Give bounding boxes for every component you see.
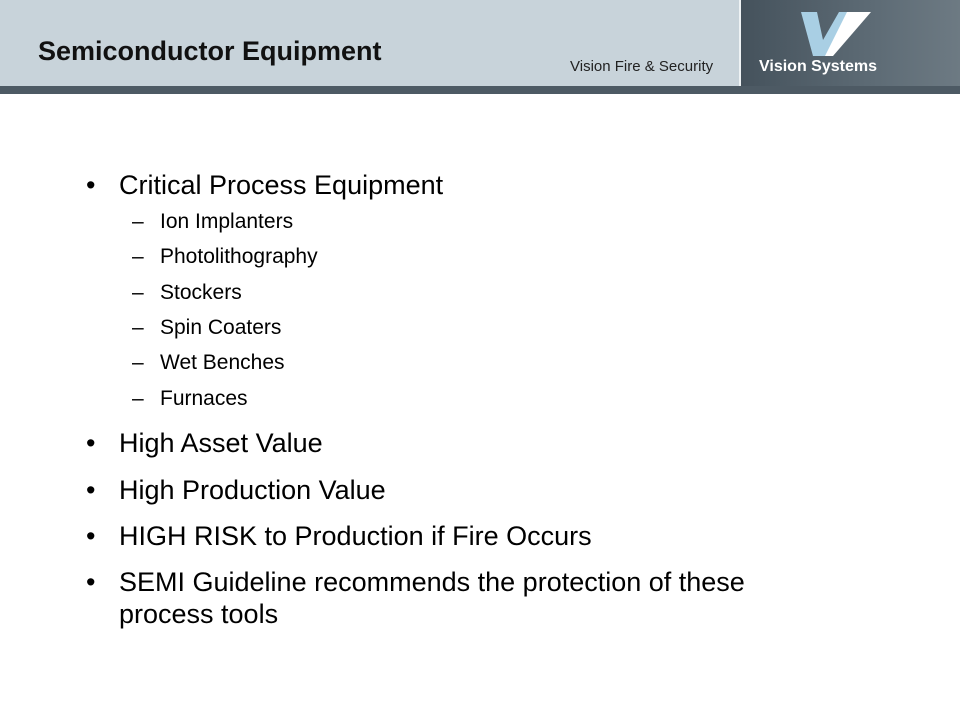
dash-icon: –	[132, 316, 144, 339]
bullet-icon: •	[86, 567, 96, 597]
bullet-icon: •	[86, 475, 96, 505]
sub-item-text: Stockers	[160, 281, 242, 304]
sub-item	[132, 280, 242, 306]
slide-title: Semiconductor Equipment	[38, 36, 382, 66]
sub-item	[132, 386, 248, 412]
bullet-text: High Asset Value	[119, 428, 323, 458]
dash-icon: –	[132, 351, 144, 374]
sub-item-text: Furnaces	[160, 387, 248, 410]
sub-item	[132, 244, 318, 270]
bullet-item	[86, 427, 809, 459]
bullet-icon: •	[86, 428, 96, 458]
sub-item-text: Wet Benches	[160, 351, 285, 374]
brand-box	[739, 0, 960, 86]
bullet-text: HIGH RISK to Production if Fire Occurs	[119, 521, 592, 551]
company-name: Vision Fire & Security	[570, 58, 714, 75]
sub-item-text: Spin Coaters	[160, 316, 282, 339]
bullet-item	[86, 169, 809, 201]
bullet-item	[86, 520, 809, 552]
brand-name: Vision Systems	[759, 58, 877, 75]
bullet-icon: •	[86, 170, 96, 200]
bullet-text: Critical Process Equipment	[119, 170, 444, 200]
vision-v-logo-icon	[799, 10, 873, 58]
dash-icon: –	[132, 210, 144, 233]
bullet-text: SEMI Guideline recommends the protection of these process tools	[119, 567, 745, 629]
bullet-item	[86, 474, 809, 506]
dash-icon: –	[132, 387, 144, 410]
sub-item	[132, 315, 282, 341]
sub-item	[132, 350, 285, 376]
bullet-icon: •	[86, 521, 96, 551]
bullet-item	[86, 566, 809, 630]
dash-icon: –	[132, 281, 144, 304]
sub-item	[132, 209, 294, 235]
dash-icon: –	[132, 245, 144, 268]
sub-item-text: Ion Implanters	[160, 210, 294, 233]
sub-item-text: Photolithography	[160, 245, 318, 268]
bullet-text: High Production Value	[119, 475, 386, 505]
header-divider	[0, 86, 960, 94]
